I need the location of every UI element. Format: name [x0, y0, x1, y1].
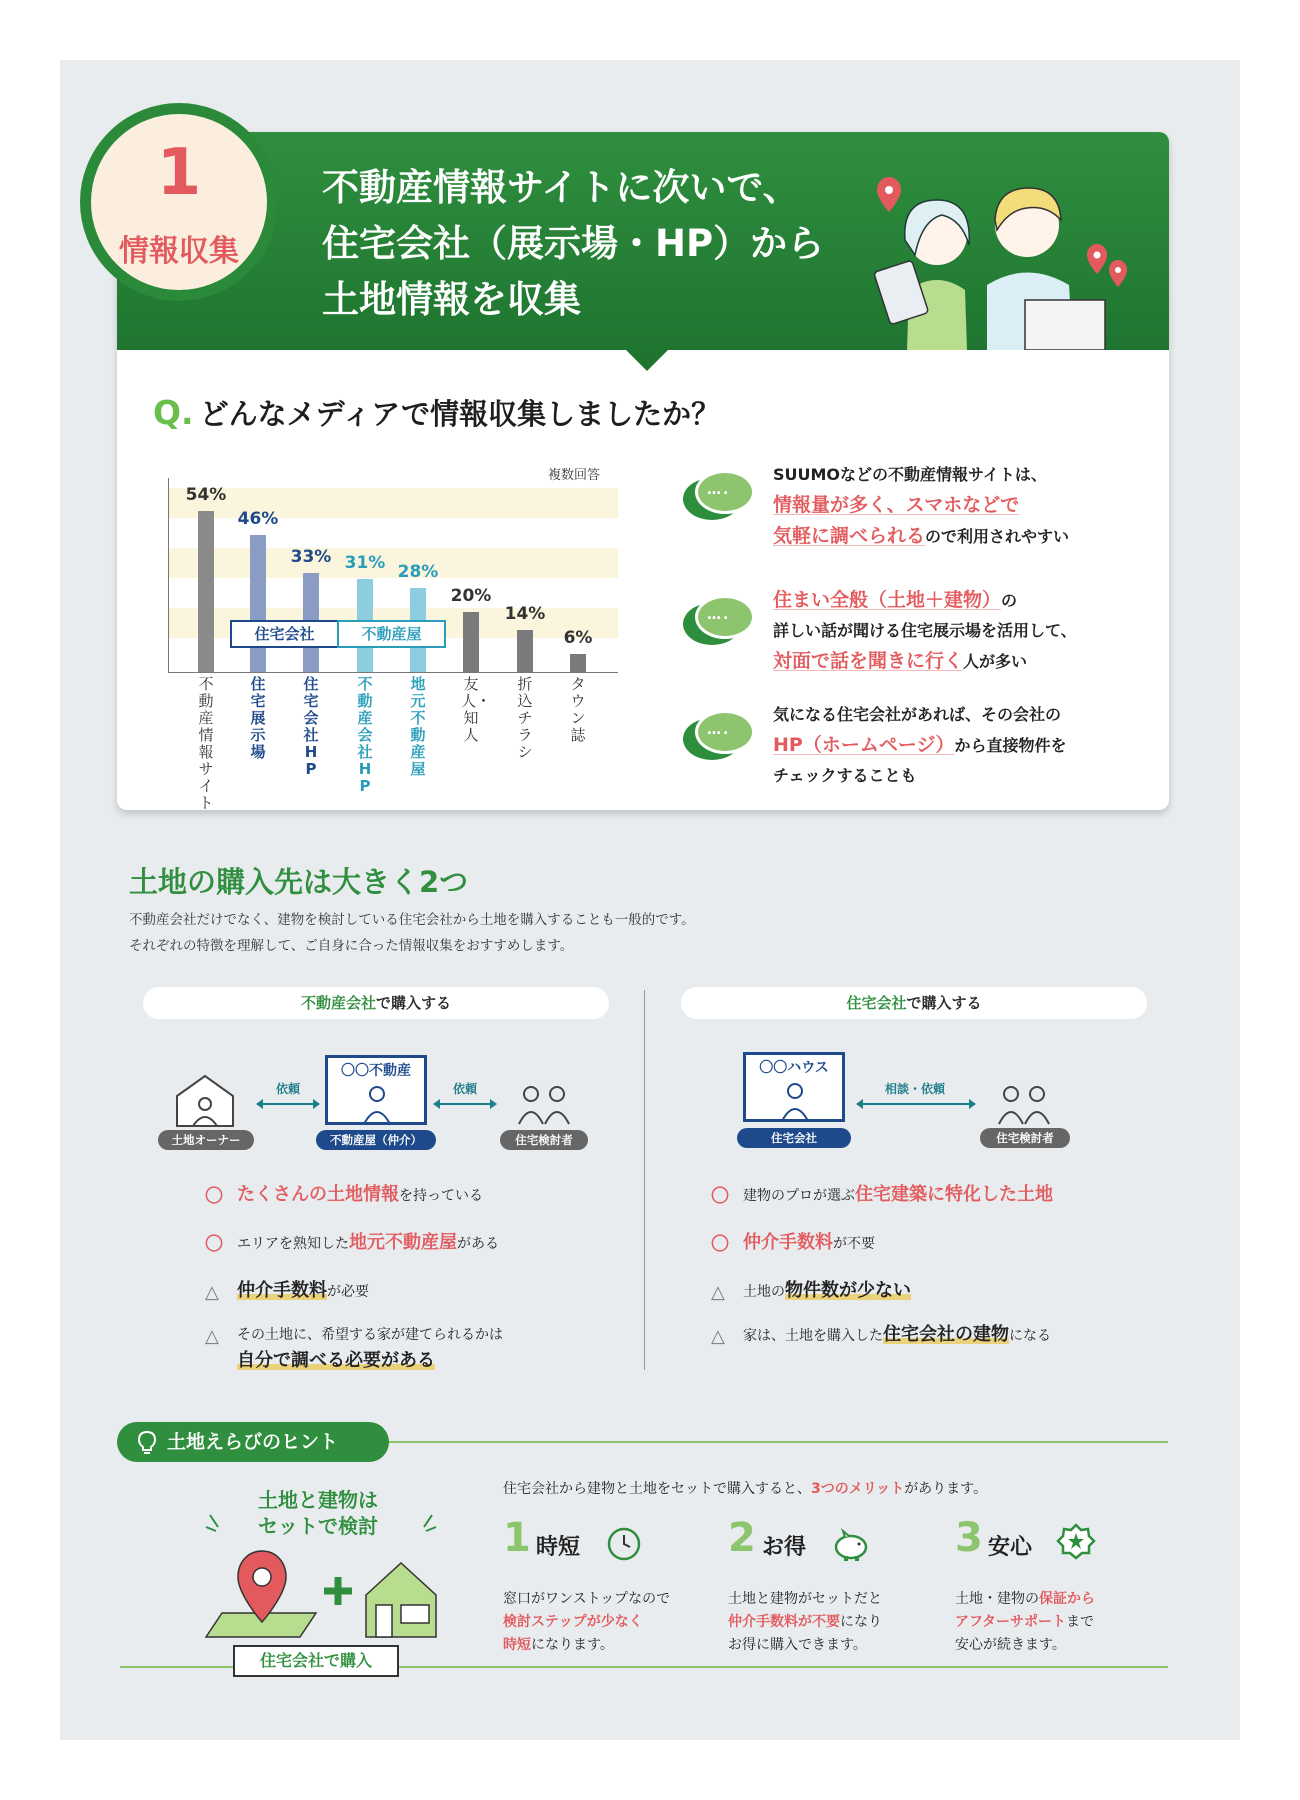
chat-bubble-icon: …. [683, 710, 755, 766]
right-point-2-text: が不要 [833, 1236, 875, 1252]
relation-label: 相談・依頼 [884, 1082, 945, 1096]
left-point-3 [205, 1278, 369, 1305]
comment-3 [773, 700, 1066, 791]
chart-bar [250, 535, 266, 672]
merit-3-highlight-2: アフターサポート [955, 1614, 1067, 1630]
circle-mark-icon: 〇 [205, 1234, 223, 1255]
right-point-3-highlight: 物件数が少ない [785, 1280, 911, 1301]
double-arrow [258, 1103, 318, 1105]
triangle-mark-icon: △ [711, 1282, 725, 1303]
question-title [153, 392, 720, 433]
house-owner-icon [173, 1072, 237, 1128]
chart-note: 複数回答 [548, 468, 601, 483]
tag-home-seekers: 住宅検討者 [980, 1128, 1070, 1148]
hint-intro [503, 1478, 987, 1498]
merit-3-label: 安心 [988, 1535, 1033, 1560]
triangle-mark-icon: △ [711, 1326, 725, 1347]
chart-value-label: 14% [504, 604, 546, 624]
triangle-mark-icon: △ [205, 1326, 219, 1347]
left-point-2-text: エリアを熟知した [237, 1236, 349, 1252]
left-point-1-text: を持っている [399, 1188, 483, 1204]
comment-2-highlight-1: 住まい全般（土地＋建物） [773, 589, 1002, 611]
merit-2-highlight-1: 仲介手数料が不要 [728, 1614, 840, 1630]
comment-2-highlight-2: 対面で話を聞きに行く [773, 650, 964, 672]
left-point-4 [205, 1322, 503, 1375]
right-point-1-text: 建物のプロが選ぶ [743, 1188, 855, 1204]
comment-2-line-2: 詳しい話が聞ける住宅展示場を活用して、 [773, 621, 1077, 640]
right-point-2-highlight: 仲介手数料 [743, 1232, 833, 1253]
question-text: どんなメディアで情報収集しましたか？ [199, 397, 721, 431]
triangle-mark-icon: △ [205, 1282, 219, 1303]
chart-value-label: 20% [450, 586, 492, 606]
merit-3-line-3: 安心が続きます。 [955, 1637, 1066, 1653]
left-option-pill [143, 987, 609, 1019]
right-point-3-text: 土地の [743, 1284, 785, 1300]
left-point-1-highlight: たくさんの土地情報 [237, 1184, 399, 1205]
hint-pill-label: 土地えらびのヒント [167, 1431, 339, 1453]
chart-bar [463, 612, 479, 672]
column-divider [644, 990, 645, 1370]
merit-3-line-1: 土地・建物の [955, 1591, 1039, 1607]
real-estate-box-title: 〇〇不動産 [341, 1063, 411, 1079]
chart-category-label: 不動産情報サイト [198, 675, 214, 812]
right-point-4-text: 家は、土地を購入した [743, 1328, 883, 1344]
right-point-4-tail: になる [1009, 1328, 1051, 1344]
chat-bubble-icon: …. [683, 470, 755, 526]
chart-category-label: タウン誌 [570, 675, 586, 744]
comment-1 [773, 460, 1069, 552]
merit-3-number: 3 [955, 1515, 983, 1561]
comment-1-tail: ので利用されやすい [925, 527, 1070, 546]
chart-category-label: 地元不動産屋 [410, 675, 426, 778]
banner-pointer [625, 349, 669, 371]
chart-value-label: 31% [344, 553, 386, 573]
right-point-1-highlight: 住宅建築に特化した土地 [855, 1184, 1053, 1205]
step-badge [80, 103, 278, 301]
right-point-4 [711, 1322, 1051, 1349]
right-point-4-highlight: 住宅会社の建物 [883, 1324, 1009, 1345]
right-point-2 [711, 1230, 875, 1257]
hint-pill [117, 1422, 389, 1462]
chart-bar [198, 511, 214, 672]
chart-group-label: 不動産屋 [337, 620, 446, 648]
tag-housing-company: 住宅会社 [737, 1128, 851, 1148]
step-label: 情報収集 [119, 234, 239, 269]
left-pill-highlight: 不動産会社 [300, 994, 376, 1012]
hint-intro-text: 住宅会社から建物と土地をセットで購入すると、 [503, 1481, 811, 1497]
hint-illus-title-line-1: 土地と建物は [258, 1488, 378, 1512]
left-point-2-highlight: 地元不動産屋 [349, 1232, 457, 1253]
left-point-1 [205, 1182, 483, 1209]
comment-1-line-1: SUUMOなどの不動産情報サイトは、 [773, 465, 1047, 484]
headline [322, 160, 882, 328]
relation-label: 依頼 [275, 1082, 300, 1096]
hint-caption: 住宅会社で購入 [233, 1645, 399, 1677]
merit-3-text [955, 1588, 1095, 1657]
merit-3-line-2-tail: まで [1066, 1614, 1095, 1630]
section2-body [129, 907, 695, 959]
chat-bubble-icon: …. [683, 595, 755, 651]
double-arrow [435, 1103, 495, 1105]
hint-intro-tail: があります。 [904, 1481, 988, 1497]
right-point-1 [711, 1182, 1053, 1209]
clock-icon [606, 1526, 642, 1562]
tag-home-seekers: 住宅検討者 [500, 1130, 588, 1150]
home-seekers-icon [515, 1082, 575, 1126]
chart-category-label: 友人・知人 [461, 675, 492, 744]
chart-value-label: 46% [237, 509, 279, 529]
comment-2 [773, 585, 1077, 677]
hint-intro-highlight: 3つのメリット [811, 1481, 905, 1497]
merit-2-text [728, 1588, 882, 1657]
double-arrow [858, 1103, 974, 1105]
merit-2-line-3: お得に購入できます。 [728, 1637, 867, 1653]
merit-1-number: 1 [503, 1515, 531, 1561]
merit-2-line-2-tail: になり [840, 1614, 882, 1630]
circle-mark-icon: 〇 [711, 1234, 729, 1255]
chart-value-label: 28% [397, 562, 439, 582]
comment-1-highlight-1: 情報量が多く、スマホなどで [773, 494, 1020, 516]
left-point-2-tail: がある [457, 1236, 499, 1252]
x-axis [168, 672, 618, 673]
headline-line-1: 不動産情報サイトに次いで、 [322, 166, 800, 209]
housing-company-box [743, 1052, 845, 1122]
merit-2-line-1: 土地と建物がセットだと [728, 1591, 882, 1607]
chart-category-label: 住宅会社HP [303, 675, 319, 778]
hint-illus-title-line-2: セットで検討 [258, 1514, 378, 1538]
right-pill-text: で購入する [906, 994, 982, 1012]
left-point-3-highlight: 仲介手数料 [237, 1280, 327, 1301]
step-number: 1 [156, 136, 202, 210]
question-prefix: Q. [153, 393, 194, 432]
right-pill-highlight: 住宅会社 [846, 994, 907, 1012]
tag-broker: 不動産屋（仲介） [316, 1130, 436, 1150]
headline-line-2: 住宅会社（展示場・HP）から [322, 222, 825, 265]
y-axis [168, 478, 169, 673]
piggy-bank-icon [831, 1528, 871, 1562]
chart-value-label: 54% [185, 485, 227, 505]
chart-group-label: 住宅会社 [230, 620, 339, 648]
people-illustration [837, 160, 1157, 350]
section2-title: 土地の購入先は大きく2つ [129, 865, 469, 899]
merit-1-highlight-2: 時短 [503, 1637, 531, 1653]
chart-bar [570, 654, 586, 672]
left-point-4-text: その土地に、希望する家が建てられるかは [237, 1327, 503, 1343]
chart-category-label: 不動産会社HP [357, 675, 373, 795]
left-point-4-highlight: 自分で調べる必要がある [237, 1350, 435, 1371]
merit-1-label: 時短 [536, 1535, 581, 1560]
housing-box-title: 〇〇ハウス [759, 1060, 829, 1076]
chart-value-label: 6% [563, 628, 593, 648]
comment-3-mid: から直接物件を [954, 736, 1067, 755]
right-point-3 [711, 1278, 911, 1305]
real-estate-office-box [325, 1055, 427, 1125]
section2-body-line-1: 不動産会社だけでなく、建物を検討している住宅会社から土地を購入することも一般的です。 [129, 912, 695, 928]
section2-body-line-2: それぞれの特徴を理解して、ご自身に合った情報収集をおすすめします。 [129, 938, 574, 954]
lightbulb-icon [137, 1430, 157, 1454]
comment-2-mid: の [1001, 591, 1018, 610]
merit-1-text [503, 1588, 670, 1657]
merit-1-highlight-1: 検討ステップが少なく [503, 1614, 643, 1630]
comment-1-highlight-2: 気軽に調べられる [773, 525, 926, 547]
land-and-house-illustration [196, 1505, 446, 1655]
merit-2-number: 2 [728, 1515, 756, 1561]
home-seekers-icon [995, 1082, 1055, 1126]
staff-person-icon [780, 1081, 810, 1121]
comment-2-tail: 人が多い [963, 652, 1028, 671]
merit-1-line-3: になります。 [531, 1637, 614, 1653]
merit-1-line-1: 窓口がワンストップなので [503, 1591, 671, 1607]
relation-label: 依頼 [452, 1082, 477, 1096]
headline-line-3: 土地情報を収集 [322, 278, 581, 321]
left-point-2 [205, 1230, 499, 1257]
award-medal-icon [1056, 1523, 1096, 1565]
chart-value-label: 33% [290, 547, 332, 567]
circle-mark-icon: 〇 [711, 1186, 729, 1207]
chart-bar [517, 630, 533, 672]
merit-3-highlight-1: 保証から [1039, 1591, 1095, 1607]
agent-person-icon [362, 1084, 392, 1124]
left-pill-text: で購入する [376, 994, 452, 1012]
merit-2-label: お得 [762, 1535, 807, 1560]
chart-category-label: 住宅展示場 [250, 675, 266, 761]
comment-3-highlight-1: HP（ホームページ） [773, 734, 955, 756]
circle-mark-icon: 〇 [205, 1186, 223, 1207]
left-point-3-text: が必要 [327, 1284, 369, 1300]
comment-3-line-1: 気になる住宅会社があれば、その会社の [773, 705, 1062, 724]
comment-3-line-3: チェックすることも [773, 766, 917, 785]
chart-category-label: 折込チラシ [517, 675, 533, 761]
tag-land-owner: 土地オーナー [158, 1130, 254, 1150]
right-option-pill [681, 987, 1147, 1019]
